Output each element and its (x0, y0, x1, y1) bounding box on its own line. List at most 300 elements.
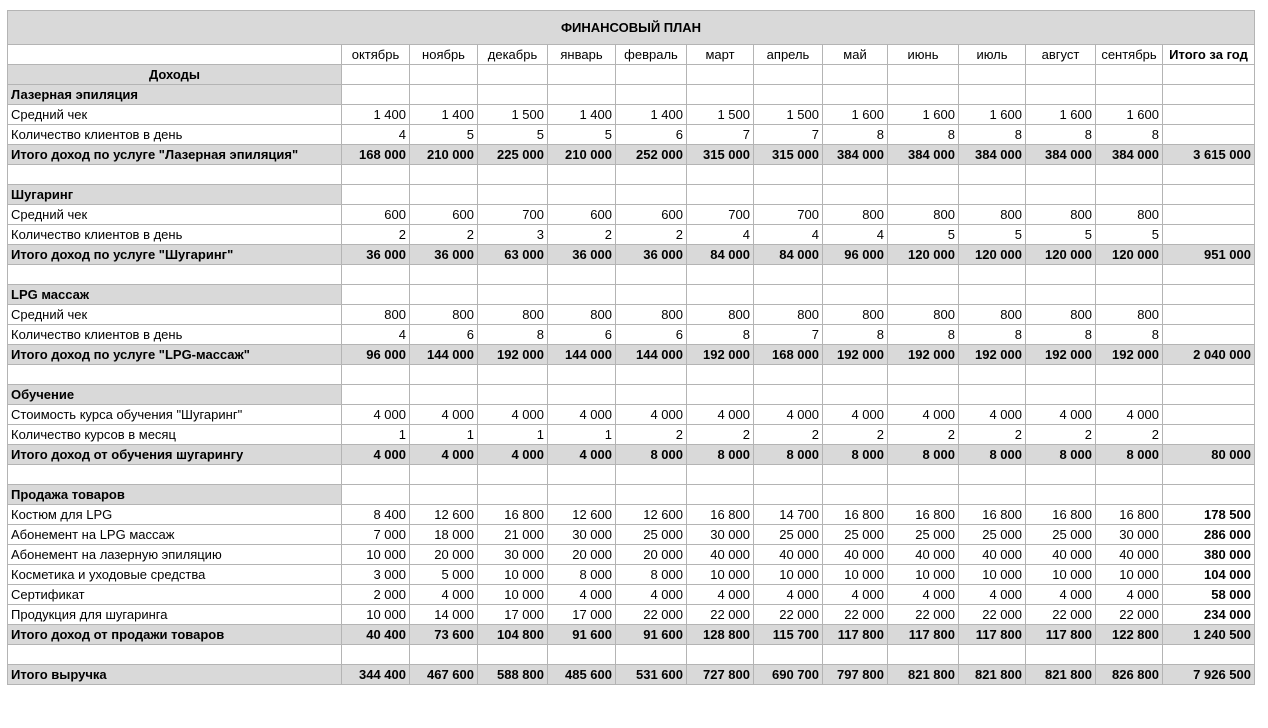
month-value-cell (823, 645, 888, 665)
month-value-cell: 22 000 (687, 605, 754, 625)
month-header: январь (548, 45, 616, 65)
row-label: Шугаринг (8, 185, 342, 205)
month-value-cell: 12 600 (548, 505, 616, 525)
month-value-cell: 4 000 (888, 585, 959, 605)
month-value-cell (616, 365, 687, 385)
month-value-cell: 7 (754, 325, 823, 345)
month-value-cell (410, 465, 478, 485)
month-value-cell: 4 000 (959, 405, 1026, 425)
year-total-cell (1163, 465, 1255, 485)
month-value-cell (959, 85, 1026, 105)
month-value-cell: 8 000 (616, 445, 687, 465)
month-value-cell (478, 265, 548, 285)
month-value-cell: 315 000 (754, 145, 823, 165)
month-value-cell (1096, 85, 1163, 105)
month-value-cell (959, 485, 1026, 505)
month-value-cell: 4 000 (1026, 405, 1096, 425)
month-value-cell: 5 (1026, 225, 1096, 245)
month-value-cell: 8 400 (342, 505, 410, 525)
month-value-cell: 8 000 (687, 445, 754, 465)
month-value-cell: 8 (959, 325, 1026, 345)
month-value-cell: 6 (548, 325, 616, 345)
month-value-cell: 3 (478, 225, 548, 245)
month-value-cell: 10 000 (342, 605, 410, 625)
data-row (8, 525, 1255, 545)
month-value-cell: 10 000 (959, 565, 1026, 585)
month-value-cell (342, 285, 410, 305)
month-value-cell: 800 (1096, 305, 1163, 325)
data-row (8, 605, 1255, 625)
month-value-cell (478, 365, 548, 385)
month-value-cell: 168 000 (342, 145, 410, 165)
month-value-cell: 10 000 (754, 565, 823, 585)
month-value-cell: 7 (687, 125, 754, 145)
month-value-cell: 5 (888, 225, 959, 245)
month-value-cell (478, 85, 548, 105)
month-value-cell: 800 (959, 305, 1026, 325)
month-value-cell (548, 365, 616, 385)
month-value-cell (1026, 285, 1096, 305)
month-value-cell: 22 000 (754, 605, 823, 625)
month-value-cell (823, 265, 888, 285)
month-value-cell: 117 800 (1026, 625, 1096, 645)
month-value-cell: 16 800 (1096, 505, 1163, 525)
month-value-cell: 800 (548, 305, 616, 325)
month-value-cell (959, 265, 1026, 285)
month-value-cell: 2 (888, 425, 959, 445)
month-value-cell: 14 000 (410, 605, 478, 625)
month-value-cell: 5 (959, 225, 1026, 245)
month-value-cell: 384 000 (959, 145, 1026, 165)
month-value-cell: 8 000 (548, 565, 616, 585)
total-row (8, 345, 1255, 365)
month-value-cell: 4 000 (342, 445, 410, 465)
month-value-cell: 104 800 (478, 625, 548, 645)
month-value-cell: 8 (1096, 325, 1163, 345)
year-total-cell (1163, 265, 1255, 285)
year-total-cell: 7 926 500 (1163, 665, 1255, 685)
month-value-cell: 5 (478, 125, 548, 145)
month-value-cell (959, 285, 1026, 305)
data-row (8, 305, 1255, 325)
month-value-cell (888, 85, 959, 105)
month-value-cell: 91 600 (548, 625, 616, 645)
month-value-cell: 800 (754, 305, 823, 325)
month-value-cell: 8 000 (616, 565, 687, 585)
month-value-cell: 40 000 (687, 545, 754, 565)
month-value-cell: 1 400 (410, 105, 478, 125)
month-value-cell: 8 000 (1026, 445, 1096, 465)
month-value-cell (548, 385, 616, 405)
month-header: август (1026, 45, 1096, 65)
month-value-cell: 5 (410, 125, 478, 145)
month-value-cell: 40 400 (342, 625, 410, 645)
month-value-cell: 4 000 (687, 405, 754, 425)
year-total-cell (1163, 405, 1255, 425)
month-value-cell: 17 000 (478, 605, 548, 625)
month-value-cell (616, 185, 687, 205)
month-value-cell: 3 000 (342, 565, 410, 585)
month-value-cell: 1 600 (1026, 105, 1096, 125)
month-value-cell (342, 165, 410, 185)
year-total-cell (1163, 305, 1255, 325)
month-value-cell: 797 800 (823, 665, 888, 685)
year-total-cell: 58 000 (1163, 585, 1255, 605)
month-value-cell: 18 000 (410, 525, 478, 545)
month-value-cell: 40 000 (888, 545, 959, 565)
month-value-cell: 8 (1096, 125, 1163, 145)
month-value-cell: 30 000 (548, 525, 616, 545)
month-value-cell (616, 265, 687, 285)
month-value-cell: 700 (478, 205, 548, 225)
month-value-cell (687, 185, 754, 205)
month-value-cell: 800 (823, 205, 888, 225)
month-value-cell: 12 600 (616, 505, 687, 525)
month-value-cell (616, 465, 687, 485)
month-value-cell: 8 000 (1096, 445, 1163, 465)
month-value-cell (823, 485, 888, 505)
month-value-cell: 485 600 (548, 665, 616, 685)
month-value-cell: 4 000 (616, 585, 687, 605)
data-row (8, 105, 1255, 125)
month-value-cell (410, 85, 478, 105)
row-label: Абонемент на лазерную эпиляцию (8, 545, 342, 565)
header-blank-cell (8, 45, 342, 65)
month-value-cell (1096, 465, 1163, 485)
month-value-cell: 20 000 (616, 545, 687, 565)
month-value-cell (342, 185, 410, 205)
month-value-cell (548, 645, 616, 665)
row-label: Итого доход по услуге "Лазерная эпиляция" (8, 145, 342, 165)
month-value-cell: 1 (342, 425, 410, 445)
month-header: март (687, 45, 754, 65)
month-value-cell (1026, 365, 1096, 385)
month-value-cell: 8 (1026, 325, 1096, 345)
data-row (8, 585, 1255, 605)
month-value-cell: 22 000 (888, 605, 959, 625)
section-row (8, 485, 1255, 505)
month-value-cell (959, 365, 1026, 385)
month-value-cell (687, 165, 754, 185)
month-value-cell (823, 285, 888, 305)
month-value-cell (888, 645, 959, 665)
month-value-cell: 10 000 (888, 565, 959, 585)
total-row (8, 245, 1255, 265)
month-value-cell: 128 800 (687, 625, 754, 645)
month-value-cell (548, 85, 616, 105)
month-value-cell (1096, 645, 1163, 665)
data-row (8, 125, 1255, 145)
year-total-cell: 178 500 (1163, 505, 1255, 525)
year-total-cell (1163, 105, 1255, 125)
month-value-cell: 8 000 (959, 445, 1026, 465)
month-value-cell (478, 485, 548, 505)
row-label: Количество курсов в месяц (8, 425, 342, 445)
month-value-cell: 30 000 (478, 545, 548, 565)
month-value-cell: 25 000 (959, 525, 1026, 545)
month-value-cell (687, 485, 754, 505)
month-value-cell: 16 800 (888, 505, 959, 525)
month-value-cell: 800 (888, 305, 959, 325)
month-value-cell: 36 000 (616, 245, 687, 265)
month-value-cell: 36 000 (342, 245, 410, 265)
month-value-cell (1026, 645, 1096, 665)
row-label: Итого доход от продажи товаров (8, 625, 342, 645)
row-label: Итого доход по услуге "Шугаринг" (8, 245, 342, 265)
year-total-header: Итого за год (1163, 45, 1255, 65)
month-value-cell: 192 000 (478, 345, 548, 365)
month-value-cell: 192 000 (959, 345, 1026, 365)
month-value-cell: 8 (823, 325, 888, 345)
month-value-cell (616, 485, 687, 505)
month-value-cell: 1 600 (823, 105, 888, 125)
month-value-cell (616, 165, 687, 185)
year-total-cell (1163, 645, 1255, 665)
month-value-cell: 2 (548, 225, 616, 245)
month-value-cell: 25 000 (616, 525, 687, 545)
month-value-cell: 225 000 (478, 145, 548, 165)
year-total-cell: 286 000 (1163, 525, 1255, 545)
month-value-cell: 4 000 (410, 445, 478, 465)
month-value-cell: 700 (754, 205, 823, 225)
month-value-cell: 384 000 (823, 145, 888, 165)
month-value-cell: 4 000 (478, 445, 548, 465)
month-value-cell (616, 645, 687, 665)
month-value-cell: 800 (410, 305, 478, 325)
month-value-cell: 91 600 (616, 625, 687, 645)
year-total-cell: 380 000 (1163, 545, 1255, 565)
month-value-cell (1026, 85, 1096, 105)
page-title: ФИНАНСОВЫЙ ПЛАН (8, 11, 1255, 45)
month-value-cell: 800 (888, 205, 959, 225)
month-value-cell (1026, 465, 1096, 485)
month-value-cell: 120 000 (1026, 245, 1096, 265)
row-label: Сертификат (8, 585, 342, 605)
month-value-cell: 1 (410, 425, 478, 445)
month-value-cell: 1 600 (1096, 105, 1163, 125)
row-label: Косметика и уходовые средства (8, 565, 342, 585)
month-value-cell: 4 000 (754, 405, 823, 425)
month-value-cell: 22 000 (1096, 605, 1163, 625)
month-value-cell: 12 600 (410, 505, 478, 525)
month-value-cell: 144 000 (410, 345, 478, 365)
month-value-cell: 4 000 (1026, 585, 1096, 605)
month-value-cell: 800 (478, 305, 548, 325)
month-value-cell: 700 (687, 205, 754, 225)
month-value-cell: 344 400 (342, 665, 410, 685)
year-total-cell: 104 000 (1163, 565, 1255, 585)
month-value-cell: 210 000 (410, 145, 478, 165)
month-value-cell: 4 000 (754, 585, 823, 605)
row-label: Количество клиентов в день (8, 125, 342, 145)
month-value-cell (410, 485, 478, 505)
month-value-cell (616, 85, 687, 105)
month-value-cell: 8 (888, 325, 959, 345)
month-value-cell: 10 000 (823, 565, 888, 585)
month-value-cell: 600 (342, 205, 410, 225)
month-value-cell: 6 (616, 325, 687, 345)
month-value-cell: 10 000 (342, 545, 410, 565)
month-value-cell (410, 165, 478, 185)
row-label: Костюм для LPG (8, 505, 342, 525)
month-value-cell: 20 000 (410, 545, 478, 565)
row-label: Средний чек (8, 305, 342, 325)
month-value-cell: 10 000 (478, 585, 548, 605)
month-value-cell: 96 000 (342, 345, 410, 365)
month-value-cell (959, 185, 1026, 205)
month-value-cell: 17 000 (548, 605, 616, 625)
row-label (8, 265, 342, 285)
month-value-cell: 8 (823, 125, 888, 145)
total-row (8, 445, 1255, 465)
month-value-cell (1096, 365, 1163, 385)
month-value-cell (478, 165, 548, 185)
row-label (8, 465, 342, 485)
month-value-cell: 144 000 (616, 345, 687, 365)
month-value-cell: 10 000 (687, 565, 754, 585)
income-header: Доходы (8, 65, 342, 85)
month-value-cell (1096, 485, 1163, 505)
month-value-cell: 800 (1026, 205, 1096, 225)
month-value-cell: 1 600 (888, 105, 959, 125)
month-value-cell: 120 000 (959, 245, 1026, 265)
month-value-cell (888, 365, 959, 385)
month-value-cell: 531 600 (616, 665, 687, 685)
month-value-cell: 821 800 (888, 665, 959, 685)
month-value-cell (342, 385, 410, 405)
row-label: Итого доход по услуге "LPG-массаж" (8, 345, 342, 365)
data-row (8, 505, 1255, 525)
month-value-cell (548, 185, 616, 205)
month-value-cell: 1 500 (754, 105, 823, 125)
month-value-cell: 821 800 (959, 665, 1026, 685)
month-value-cell: 210 000 (548, 145, 616, 165)
data-row (8, 425, 1255, 445)
month-value-cell: 22 000 (1026, 605, 1096, 625)
row-label (8, 165, 342, 185)
month-value-cell: 30 000 (1096, 525, 1163, 545)
month-value-cell: 7 000 (342, 525, 410, 545)
month-value-cell (548, 285, 616, 305)
month-value-cell (687, 265, 754, 285)
month-value-cell (410, 285, 478, 305)
year-total-cell (1163, 425, 1255, 445)
month-value-cell: 800 (616, 305, 687, 325)
month-value-cell: 120 000 (888, 245, 959, 265)
month-value-cell: 10 000 (478, 565, 548, 585)
month-value-cell (823, 465, 888, 485)
spacer-row (8, 265, 1255, 285)
month-value-cell (754, 365, 823, 385)
month-value-cell (687, 645, 754, 665)
row-label: Итого выручка (8, 665, 342, 685)
month-value-cell: 8 (1026, 125, 1096, 145)
month-value-cell: 800 (1096, 205, 1163, 225)
data-row (8, 225, 1255, 245)
month-value-cell (1096, 185, 1163, 205)
month-value-cell: 800 (823, 305, 888, 325)
year-total-cell (1163, 205, 1255, 225)
month-value-cell: 384 000 (1096, 145, 1163, 165)
month-value-cell (1096, 165, 1163, 185)
spacer-row (8, 465, 1255, 485)
month-value-cell: 821 800 (1026, 665, 1096, 685)
month-value-cell (754, 385, 823, 405)
month-value-cell: 192 000 (888, 345, 959, 365)
month-value-cell: 25 000 (823, 525, 888, 545)
month-value-cell: 36 000 (548, 245, 616, 265)
month-value-cell (478, 185, 548, 205)
month-value-cell: 16 800 (478, 505, 548, 525)
month-value-cell (687, 365, 754, 385)
month-value-cell: 40 000 (959, 545, 1026, 565)
month-value-cell: 2 (616, 225, 687, 245)
month-value-cell: 25 000 (1026, 525, 1096, 545)
month-value-cell: 1 (548, 425, 616, 445)
year-total-cell (1163, 225, 1255, 245)
month-value-cell: 22 000 (823, 605, 888, 625)
month-value-cell: 192 000 (1026, 345, 1096, 365)
month-value-cell (342, 365, 410, 385)
month-value-cell: 16 800 (1026, 505, 1096, 525)
month-value-cell: 4 000 (548, 585, 616, 605)
month-value-cell: 1 600 (959, 105, 1026, 125)
year-total-cell: 1 240 500 (1163, 625, 1255, 645)
row-label: Количество клиентов в день (8, 325, 342, 345)
month-value-cell: 4 000 (410, 585, 478, 605)
year-total-cell: 234 000 (1163, 605, 1255, 625)
month-value-cell (478, 465, 548, 485)
year-total-cell: 2 040 000 (1163, 345, 1255, 365)
year-total-cell (1163, 385, 1255, 405)
month-value-cell (342, 465, 410, 485)
data-row (8, 405, 1255, 425)
month-value-cell (478, 285, 548, 305)
month-value-cell: 4 000 (478, 405, 548, 425)
section-row (8, 85, 1255, 105)
month-value-cell (959, 465, 1026, 485)
month-value-cell: 252 000 (616, 145, 687, 165)
month-value-cell (754, 265, 823, 285)
year-total-cell (1163, 285, 1255, 305)
year-total-cell (1163, 125, 1255, 145)
section-row (8, 185, 1255, 205)
month-value-cell: 4 (823, 225, 888, 245)
row-label: Количество клиентов в день (8, 225, 342, 245)
month-value-cell: 2 (616, 425, 687, 445)
month-value-cell: 467 600 (410, 665, 478, 685)
row-label: Стоимость курса обучения "Шугаринг" (8, 405, 342, 425)
month-value-cell: 22 000 (616, 605, 687, 625)
row-label: Продукция для шугаринга (8, 605, 342, 625)
month-value-cell: 14 700 (754, 505, 823, 525)
month-value-cell: 21 000 (478, 525, 548, 545)
month-value-cell: 8 (478, 325, 548, 345)
month-value-cell: 2 (959, 425, 1026, 445)
month-value-cell: 8 000 (754, 445, 823, 465)
year-total-cell (1163, 185, 1255, 205)
month-value-cell (1026, 185, 1096, 205)
month-value-cell: 73 600 (410, 625, 478, 645)
data-row (8, 565, 1255, 585)
month-value-cell (959, 645, 1026, 665)
month-value-cell: 8 000 (888, 445, 959, 465)
month-value-cell: 588 800 (478, 665, 548, 685)
month-value-cell: 4 000 (548, 405, 616, 425)
row-label (8, 645, 342, 665)
month-value-cell: 315 000 (687, 145, 754, 165)
month-value-cell: 4 000 (1096, 585, 1163, 605)
